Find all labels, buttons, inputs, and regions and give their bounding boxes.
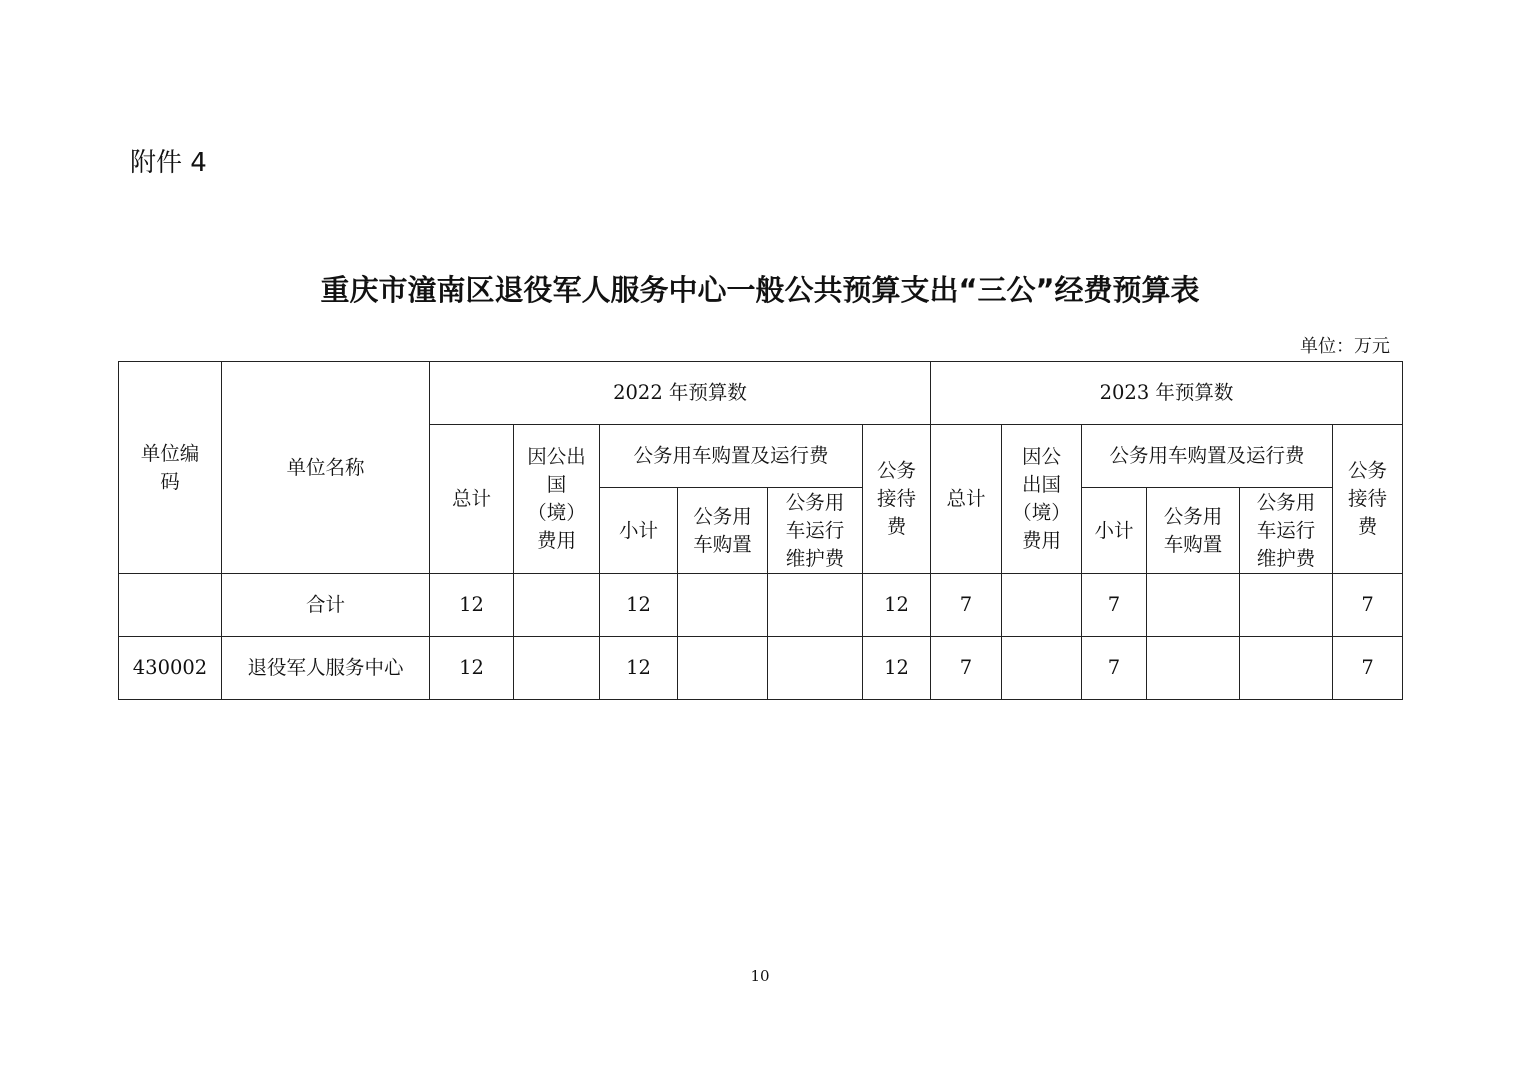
cell-2023-total: 7: [931, 637, 1002, 700]
cell-2022-total: 12: [430, 574, 514, 637]
unit-label: 单位：万元: [1300, 336, 1390, 357]
cell-2023-purchase: [1147, 637, 1240, 700]
cell-2023-total: 7: [931, 574, 1002, 637]
cell-2022-subtotal: 12: [600, 574, 678, 637]
cell-2022-maintenance: [768, 637, 863, 700]
header-2022-purchase: 公务用 车购置: [678, 488, 768, 574]
cell-name: 退役军人服务中心: [222, 637, 430, 700]
table-row: [119, 637, 1403, 700]
header-2022-subtotal: 小计: [600, 488, 678, 574]
cell-code: 430002: [119, 637, 222, 700]
header-2023-subtotal: 小计: [1082, 488, 1147, 574]
cell-2022-purchase: [678, 574, 768, 637]
cell-2022-purchase: [678, 637, 768, 700]
cell-2023-reception: 7: [1333, 637, 1403, 700]
cell-2023-abroad: [1002, 574, 1082, 637]
header-unit-code: 单位编 码: [119, 362, 222, 574]
cell-2023-subtotal: 7: [1082, 637, 1147, 700]
cell-2023-abroad: [1002, 637, 1082, 700]
header-year-2022: 2022 年预算数: [430, 362, 931, 425]
header-2023-maintenance: 公务用 车运行 维护费: [1240, 488, 1333, 574]
header-2022-reception: 公务 接待 费: [863, 425, 931, 574]
cell-2022-reception: 12: [863, 574, 931, 637]
header-row-1: [119, 362, 1403, 425]
table-row: [119, 574, 1403, 637]
cell-2023-reception: 7: [1333, 574, 1403, 637]
cell-2022-subtotal: 12: [600, 637, 678, 700]
cell-2022-total: 12: [430, 637, 514, 700]
header-2023-abroad: 因公 出国 （境） 费用: [1002, 425, 1082, 574]
cell-2023-subtotal: 7: [1082, 574, 1147, 637]
cell-2022-maintenance: [768, 574, 863, 637]
budget-table: [118, 361, 1403, 700]
header-unit-name: 单位名称: [222, 362, 430, 574]
header-2022-vehicle-group: 公务用车购置及运行费: [600, 425, 863, 488]
attachment-label: 附件 4: [130, 148, 207, 178]
cell-2023-purchase: [1147, 574, 1240, 637]
header-2023-reception: 公务 接待 费: [1333, 425, 1403, 574]
cell-2023-maintenance: [1240, 637, 1333, 700]
header-2022-maintenance: 公务用 车运行 维护费: [768, 488, 863, 574]
cell-2023-maintenance: [1240, 574, 1333, 637]
page-title: 重庆市潼南区退役军人服务中心一般公共预算支出“三公”经费预算表: [320, 273, 1200, 307]
header-2023-total: 总计: [931, 425, 1002, 574]
cell-code: [119, 574, 222, 637]
header-2022-total: 总计: [430, 425, 514, 574]
cell-2022-abroad: [514, 637, 600, 700]
cell-name: 合计: [222, 574, 430, 637]
cell-2022-abroad: [514, 574, 600, 637]
header-year-2023: 2023 年预算数: [931, 362, 1403, 425]
header-2023-purchase: 公务用 车购置: [1147, 488, 1240, 574]
cell-2022-reception: 12: [863, 637, 931, 700]
header-2023-vehicle-group: 公务用车购置及运行费: [1082, 425, 1333, 488]
header-2022-abroad: 因公出 国（境） 费用: [514, 425, 600, 574]
page-number: 10: [750, 967, 770, 985]
